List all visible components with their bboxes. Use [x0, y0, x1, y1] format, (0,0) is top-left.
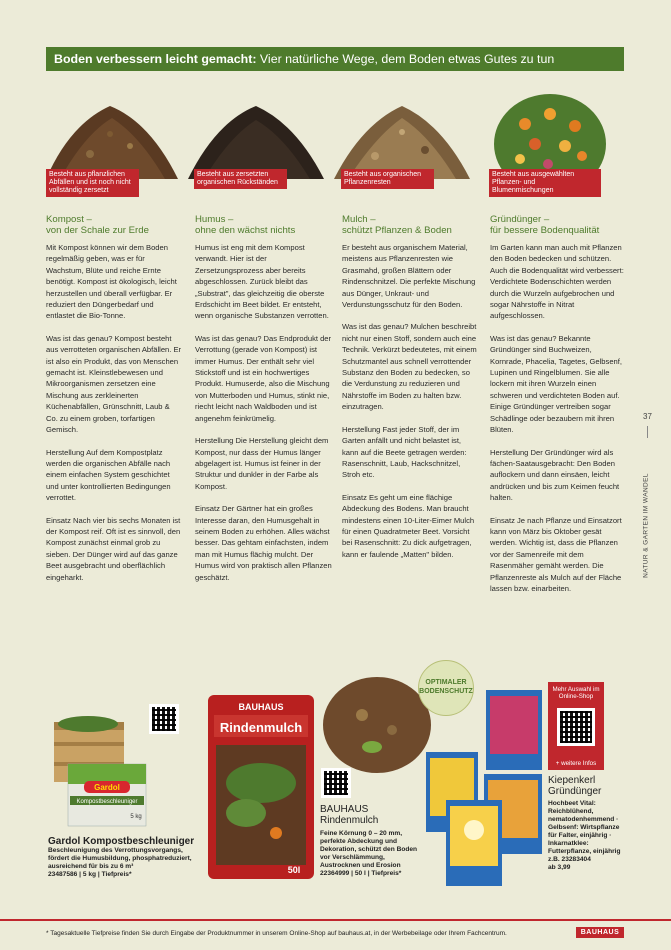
column-paragraph: Herstellung Auf dem Kompostplatz werden die organischen Abfälle nach einem einfachen System geschichtet und unter kontrollierten Bedingungen verrottet. — [46, 447, 171, 503]
online-shop-qr-code[interactable] — [557, 708, 595, 746]
rindenmulch-bag-size: 50l — [287, 865, 301, 875]
gardol-desc: Beschleunigung des Verrottungsvorgangs, fördert die Humusbildung, phosphatreduziert, ausreichend für bis zu 6 m³ — [48, 847, 192, 870]
page-number: 37 — [643, 412, 652, 421]
mulch-tag: Besteht aus organischen Pflanzenresten — [341, 169, 434, 189]
rindenmulch-qr-code[interactable] — [321, 768, 351, 798]
rindenmulch-bag-brand: BAUHAUS — [238, 702, 284, 712]
column-paragraph: Im Garten kann man auch mit Pflanzen den Boden bedecken und schützen. Auch die Bodenqualität wird verbessert: Verdichtete Bodenschichten werden durch die Wurzeln aufgebrochen und sogar Nährstoffe in Nitrat aufgeschlossen. — [490, 243, 624, 321]
rindenmulch-price-line: 22364999 | 50 l | Tiefpreis* — [320, 870, 402, 877]
online-shop-text: Mehr Auswahl im Online-Shop — [552, 686, 600, 700]
green-manure-tag: Besteht aus ausgewählten Pflanzen- und Blumenmischungen — [489, 169, 601, 197]
gardol-title: Gardol Kompostbeschleuniger — [48, 836, 195, 847]
column-paragraph: Was ist das genau? Bekannte Gründünger sind Buchweizen, Kornrade, Phacelia, Tagetes, Gelbsenf, Lupinen und Ringelblumen. Sie alle lockern mit ihren Wurzeln einen schweren und verdichteten Boden auf. Einige Gründünger vertreiben sogar Schädlinge oder bezaubern mit ihren Blüten. — [490, 333, 622, 435]
rindenmulch-bag-image — [206, 693, 316, 881]
kiepenkerl-price: ab 3,99 — [548, 864, 571, 871]
more-info-link[interactable]: + weitere Infos — [555, 760, 597, 767]
rindenmulch-bag-title: Rindenmulch — [219, 720, 303, 735]
gardol-box-weight: 5 kg — [130, 814, 142, 820]
banner-rest: Vier natürliche Wege, dem Boden etwas Gutes zu tun — [256, 52, 555, 66]
column-paragraph: Er besteht aus organischem Material, meistens aus Pflanzenresten wie Grasmahd, großen Blättern oder Rindenschnitzel. Die perfekte Mischung aus Dünger, Unkraut- und Verdunstungsschutz für den Boden. — [342, 243, 476, 310]
column-paragraph: Herstellung Der Gründünger wird als fächen-Saatausgebracht: Den Boden auflockern und dann einsäen, leicht andrücken und bis zum Keimen feucht halten. — [490, 447, 620, 503]
column-kompost — [46, 214, 183, 594]
column-paragraph: Mit Kompost können wir dem Boden regelmäßig geben, was er für Wachstum, Blüte und reiche Ernte benötigt. Kompost ist ökologisch, leicht herzustellen und überall verfügbar. Er reduziert den Düngerbedarf und entlastet die Bio-Tonne. — [46, 243, 177, 321]
column-paragraph: Einsatz Es geht um eine flächige Abdeckung des Bodens. Man braucht mindestens einen 10-Liter-Eimer Mulch für einen Quadratmeter Beet. Vorsicht bei Rasenschnitt: Zu dick aufgetragen, kann er faulende „Matten" bilden. — [342, 492, 475, 559]
compost-bin-image — [48, 704, 148, 830]
column-paragraph: Was ist das genau? Das Endprodukt der Verrottung (gerade von Kompost) ist immer Humus. Der enthält sehr viel Stickstoff und ist ein hochwertiges Produkt. Humuserde, also die Mischung von Mutterboden und Humus, stinkt nie, riecht leicht nach Waldboden und ist angenehm feinkrümelig. — [195, 333, 332, 423]
compost-tag: Besteht aus pflanzlichen Abfällen und ist noch nicht vollständig zersetzt — [46, 169, 139, 197]
online-shop-box[interactable] — [548, 682, 604, 770]
kiepenkerl-sku: z.B. 23283404 — [548, 856, 591, 863]
kiepenkerl-product-info — [548, 775, 626, 872]
kiepenkerl-title: Kiepenkerl Gründünger — [548, 775, 602, 797]
column-paragraph: Einsatz Nach vier bis sechs Monaten ist der Kompost reif. Oft ist es sinnvoll, den Kompost zunächst einmal grob zu sieben. Der Dünger wird auf das ganze Beet ausgebracht und oberflächlich eingeharkt. — [46, 515, 181, 582]
gardol-product-info — [48, 836, 198, 879]
seed-packets-image — [426, 690, 546, 890]
side-divider — [647, 426, 648, 438]
column-gruenduenger — [490, 214, 627, 605]
column-paragraph: Was ist das genau? Mulchen beschreibt nicht nur einen Stoff, sondern auch eine Technik. Verkürzt bedeutetes, mit einem Schutzmantel aus schnell verrottender Substanz den Boden zu bedecken, so die Verdunstung zu reduzieren und Nährstoffe im Boden zu halten bzw. einzutragen. — [342, 322, 477, 412]
banner-bold: Boden verbessern leicht gemacht: — [54, 52, 257, 66]
column-mulch — [342, 214, 479, 571]
gardol-logo-text: Gardol — [94, 783, 120, 792]
column-paragraph: Humus ist eng mit dem Kompost verwandt. Hier ist der Zersetzungsprozess aber bereits abgeschlossen. Zurück bleibt das „Substrat", das gleichzeitig die oberste Erdschicht im Beet bildet. Er entsteht, wenn organische Substanzen verrotten. — [195, 243, 329, 321]
optimal-protection-badge: OPTIMALER BODENSCHUTZ — [418, 660, 474, 716]
column-paragraph: Was ist das genau? Kompost besteht aus verrotteten organischen Abfällen. Er ist also ein Produkt, das von Menschen gemacht ist. Kleinstlebewesen und Mikroorganismen zersetzen eine Mischung aus zerkleinerten Küchenabfällen, Grünschnitt, Laub & Co. zu einem groben, torfartigen Gemisch. — [46, 333, 182, 435]
mulch-bed-image — [322, 675, 432, 775]
gardol-box-label: Kompostbeschleuniger — [76, 799, 138, 805]
footer-note: * Tagesaktuelle Tiefpreise finden Sie durch Eingabe der Produktnummer in unserem Online-Shop auf bauhaus.at, in der Werbebeilage oder Ihrem Fachcentrum. — [46, 930, 507, 937]
column-paragraph: Einsatz Der Gärtner hat ein großes Interesse daran, den Humusgehalt in seinem Boden zu erhöhen. Alles wächst besser. Das gehtam einfachsten, indem man mit Humus flächig mulcht. Der Humus wird von praktisch allen Pflanzen geschätzt. — [195, 504, 332, 582]
column-humus — [195, 214, 332, 594]
humus-tag: Besteht aus zersetzten organischen Rückständen — [194, 169, 287, 189]
rindenmulch-product-info — [320, 804, 418, 878]
kiepenkerl-desc: Hochbeet Vital: Reichblühend, nematodenhemmend · Gelbsenf: Wirtspflanze für Falter, einjährig · Inkarnatklee: Futterpflanze, einjährig — [548, 800, 621, 855]
column-paragraph: Herstellung Die Herstellung gleicht dem Kompost, nur dass der Humus länger abgelagert ist. Humus ist feiner in der Struktur und dunkler in der Farbe als Kompost. — [195, 436, 329, 491]
gardol-qr-code[interactable] — [149, 704, 179, 734]
column-paragraph: Einsatz Je nach Pflanze und Einsatzort kann von März bis Oktober gesät werden. Wichtig ist, dass die Pflanzen vor der Samenreife mit dem Rasenmäher gemäht werden. Die Pflanzenreste als Mulch auf der Fläche lassen bzw. einarbeiten. — [490, 515, 622, 593]
column-paragraph: Herstellung Fast jeder Stoff, der im Garten anfällt und nicht belastet ist, kann auf die Beete getragen werden: Rasenschnitt, Laub, Hackschnitzel, Stroh etc. — [342, 424, 467, 480]
column-heading: Humus – ohne den wächst nichts — [195, 214, 296, 236]
side-marker — [641, 412, 655, 602]
column-heading: Kompost – von der Schale zur Erde — [46, 214, 149, 236]
footer-rule — [0, 919, 671, 921]
column-heading: Mulch – schützt Pflanzen & Boden — [342, 214, 452, 236]
column-heading: Gründünger – für bessere Bodenqualität — [490, 214, 600, 236]
rindenmulch-desc: Feine Körnung 0 – 20 mm, perfekte Abdeckung und Dekoration, schützt den Boden vor Verschlämmung, Austrocknen und Erosion — [320, 830, 418, 869]
gardol-price-line: 23487586 | 5 kg | Tiefpreis* — [48, 871, 132, 878]
bauhaus-logo: BAUHAUS — [576, 927, 624, 938]
rindenmulch-title: BAUHAUS Rindenmulch — [320, 804, 379, 826]
section-label: NATUR & GARTEN IM WANDEL — [642, 473, 650, 578]
page-banner — [46, 47, 624, 71]
